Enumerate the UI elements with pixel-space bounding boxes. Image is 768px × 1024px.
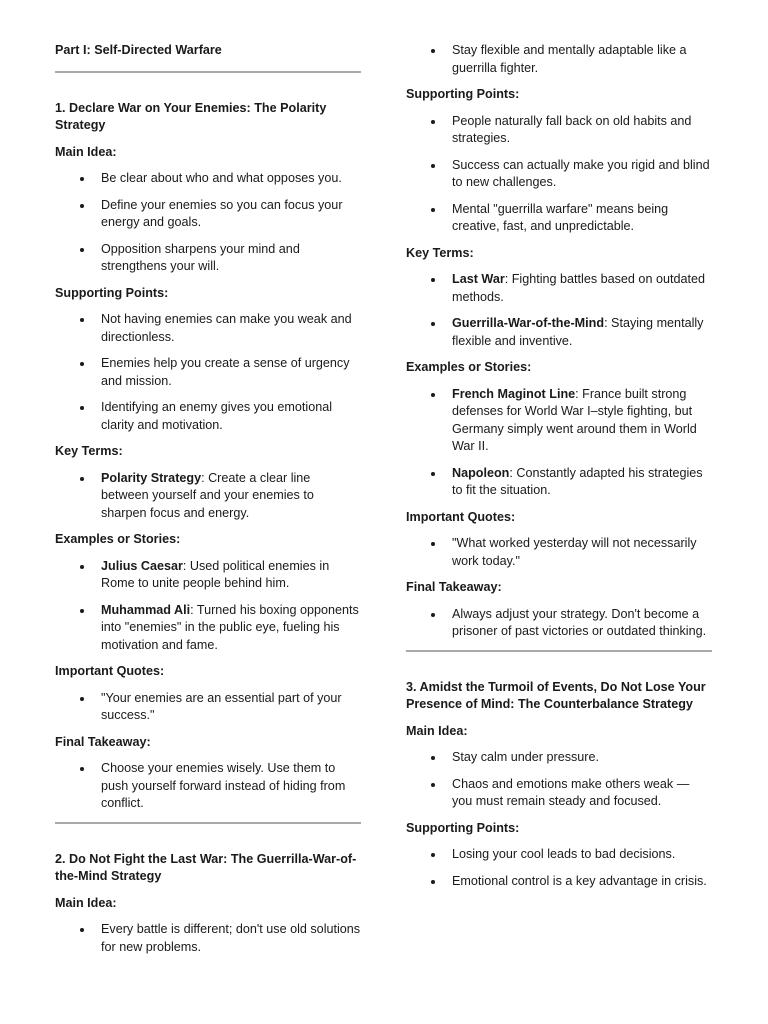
supporting-points-label: Supporting Points: [406, 820, 520, 835]
term-definition: : Create a clear line between yourself and your enemies to sharpen focus and energy. [101, 470, 314, 520]
quotes-list [55, 690, 361, 725]
list-item: Always adjust your strategy. Don't become a prisoner of past victories or outdated thinking. [406, 606, 712, 641]
key-terms-list [406, 271, 712, 350]
list-item: Stay flexible and mentally adaptable like a guerrilla fighter. [406, 42, 712, 77]
strategy-2-title: 2. Do Not Fight the Last War: The Guerrilla-War-of-the-Mind Strategy [55, 851, 357, 883]
list-item [406, 315, 712, 350]
term: Napoleon [452, 465, 510, 480]
takeaway-list [55, 760, 361, 813]
main-idea-list [55, 170, 361, 276]
list-item: Enemies help you create a sense of urgency and mission. [55, 355, 361, 390]
quotes-label: Important Quotes: [55, 664, 165, 678]
example-text: : Constantly adapted his strategies to fit the situation. [452, 465, 703, 497]
list-item: Be clear about who and what opposes you. [55, 170, 361, 188]
list-item [55, 558, 361, 593]
main-idea-label: Main Idea: [55, 144, 117, 159]
term-definition: : Fighting battles based on outdated methods. [452, 272, 705, 304]
section-divider [55, 71, 361, 73]
term: Muhammad Ali [101, 602, 191, 617]
list-item: Identifying an enemy gives you emotional clarity and motivation. [55, 399, 361, 434]
example-text: : Turned his boxing opponents into "enemies" in the public eye, fueling his motivation and fame. [101, 602, 359, 652]
supporting-points-list [406, 846, 712, 890]
main-idea-list [55, 921, 361, 956]
list-item: Choose your enemies wisely. Use them to push yourself forward instead of hiding from conflict. [55, 760, 361, 813]
list-item: Every battle is different; don't use old solutions for new problems. [55, 921, 361, 956]
term: Guerrilla-War-of-the-Mind [452, 316, 605, 330]
section-divider [55, 822, 361, 824]
examples-label: Examples or Stories: [406, 360, 532, 374]
supporting-points-label: Supporting Points: [55, 285, 169, 300]
term: French Maginot Line [452, 386, 576, 401]
examples-list [55, 558, 361, 655]
left-column [55, 42, 361, 965]
key-terms-list [55, 470, 361, 523]
takeaway-list [406, 606, 712, 641]
list-item: "What worked yesterday will not necessarily work today." [406, 535, 712, 570]
main-idea-list [406, 749, 712, 811]
example-text: : Used political enemies in Rome to unite people behind him. [101, 558, 330, 590]
strategy-1-title: 1. Declare War on Your Enemies: The Polarity Strategy [55, 100, 327, 132]
right-column [406, 42, 712, 899]
quotes-list [406, 535, 712, 570]
list-item: Losing your cool leads to bad decisions. [406, 846, 712, 864]
term: Last War [452, 272, 505, 286]
supporting-points-label: Supporting Points: [406, 87, 520, 101]
term-definition: : Staying mentally flexible and inventive. [452, 316, 704, 348]
term: Polarity Strategy [101, 470, 202, 485]
main-idea-list-continued [406, 42, 712, 77]
list-item [406, 465, 712, 500]
list-item: Define your enemies so you can focus your energy and goals. [55, 197, 361, 232]
list-item [406, 271, 712, 306]
list-item: Stay calm under pressure. [406, 749, 712, 767]
takeaway-label: Final Takeaway: [406, 580, 502, 594]
list-item: Emotional control is a key advantage in crisis. [406, 873, 712, 891]
list-item [406, 386, 712, 456]
quotes-label: Important Quotes: [406, 509, 516, 524]
part-title: Part I: Self-Directed Warfare [55, 43, 222, 57]
main-idea-label: Main Idea: [406, 723, 468, 738]
list-item [55, 470, 361, 523]
takeaway-label: Final Takeaway: [55, 734, 151, 749]
section-divider [406, 650, 712, 652]
key-terms-label: Key Terms: [406, 245, 474, 260]
supporting-points-list [406, 113, 712, 236]
list-item: Opposition sharpens your mind and strengthens your will. [55, 241, 361, 276]
list-item: "Your enemies are an essential part of your success." [55, 690, 361, 725]
examples-label: Examples or Stories: [55, 532, 181, 546]
list-item [55, 602, 361, 655]
list-item: Mental "guerrilla warfare" means being creative, fast, and unpredictable. [406, 201, 712, 236]
list-item: Not having enemies can make you weak and directionless. [55, 311, 361, 346]
list-item: People naturally fall back on old habits and strategies. [406, 113, 712, 148]
supporting-points-list [55, 311, 361, 434]
key-terms-label: Key Terms: [55, 444, 123, 458]
main-idea-label: Main Idea: [55, 895, 117, 910]
strategy-3-title: 3. Amidst the Turmoil of Events, Do Not Lose Your Presence of Mind: The Counterbalance Strategy [406, 679, 706, 711]
list-item: Chaos and emotions make others weak — you must remain steady and focused. [406, 776, 712, 811]
list-item: Success can actually make you rigid and blind to new challenges. [406, 157, 712, 192]
examples-list [406, 386, 712, 500]
term: Julius Caesar [101, 558, 183, 573]
example-text: : France built strong defenses for World War I–style fighting, but Germany simply went around them in World War II. [452, 386, 697, 453]
